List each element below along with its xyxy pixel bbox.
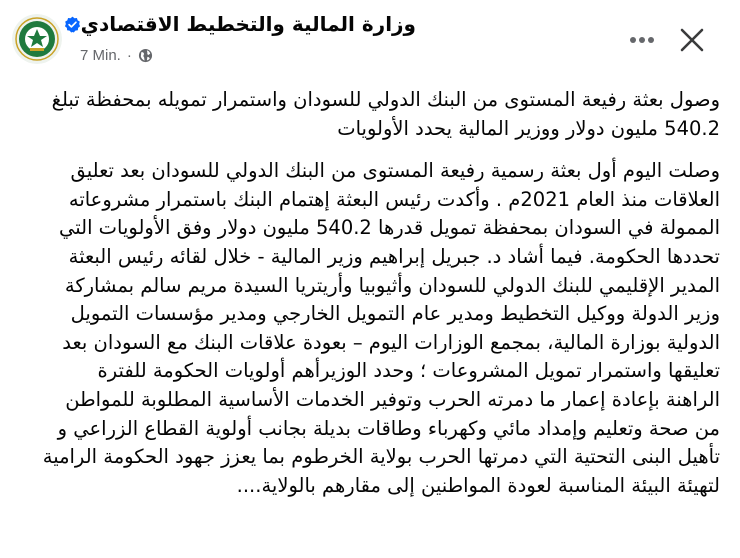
page-name[interactable]: وزارة المالية والتخطيط الاقتصادي	[80, 12, 416, 36]
verified-badge-icon	[64, 16, 81, 33]
post-timestamp[interactable]: 7 Min.	[80, 46, 121, 64]
globe-icon[interactable]	[138, 48, 153, 63]
post-body-paragraph: وصلت اليوم أول بعثة رسمية رفيعة المستوى من البنك الدولي للسودان بعد تعليق العلاقات منذ العام 2021م . وأكدت رئيس البعثة إهتمام البنك باستمرار مشروعاته الممولة في السودان بمحفظة تمويل قدرها 540.2 مليون دولار وفق الأولويات التي تحددها الحكومة. فيما أشاد د. جبريل إبراهيم وزير المالية - خلال لقائه رئيس البعثة المدير الإقليمي للبنك الدولي للسودان وأثيوبيا وأريتريا السيدة مريم سالم بمشاركة وزير الدولة ووكيل التخطيط ومدير عام التمويل الخارجي ومدير مؤسسات التمويل الدولية بوزارة المالية، بمجمع الوزارات اليوم – بعودة علاقات البنك مع السودان بعد تعليقها واستمرار تمويل المشروعات ؛ وحدد الوزيرأهم أولويات الحكومة للفترة الراهنة بإعادة إعمار ما دمرته الحرب وتوفير الخدمات الأساسية المطلوبة للمواطن من صحة وتعليم وإمداد مائي وكهرباء وطاقات بديلة بجانب أولوية القطاع الزراعي و تأهيل البنى التحتية التي دمرتها الحرب بولاية الخرطوم بما يعزز جهود الحكومة الرامية لتهيئة البيئة المناسبة لعودة المواطنين إلى مقارهم بالولاية....	[42, 159, 720, 497]
post-text	[40, 86, 720, 500]
close-icon	[679, 27, 705, 53]
close-button[interactable]	[670, 18, 714, 62]
more-options-button[interactable]	[622, 22, 662, 58]
post-header	[0, 0, 740, 78]
meta-separator: ·	[126, 46, 132, 64]
more-options-icon	[629, 36, 655, 44]
page-avatar[interactable]	[12, 14, 62, 64]
page-name-row	[80, 8, 416, 40]
post-meta	[80, 44, 153, 66]
ministry-logo	[12, 14, 62, 64]
post-headline: وصول بعثة رفيعة المستوى من البنك الدولي للسودان واستمرار تمويله بمحفظة تبلغ 540.2 مليون دولار ووزير المالية يحدد الأولويات	[51, 88, 720, 140]
